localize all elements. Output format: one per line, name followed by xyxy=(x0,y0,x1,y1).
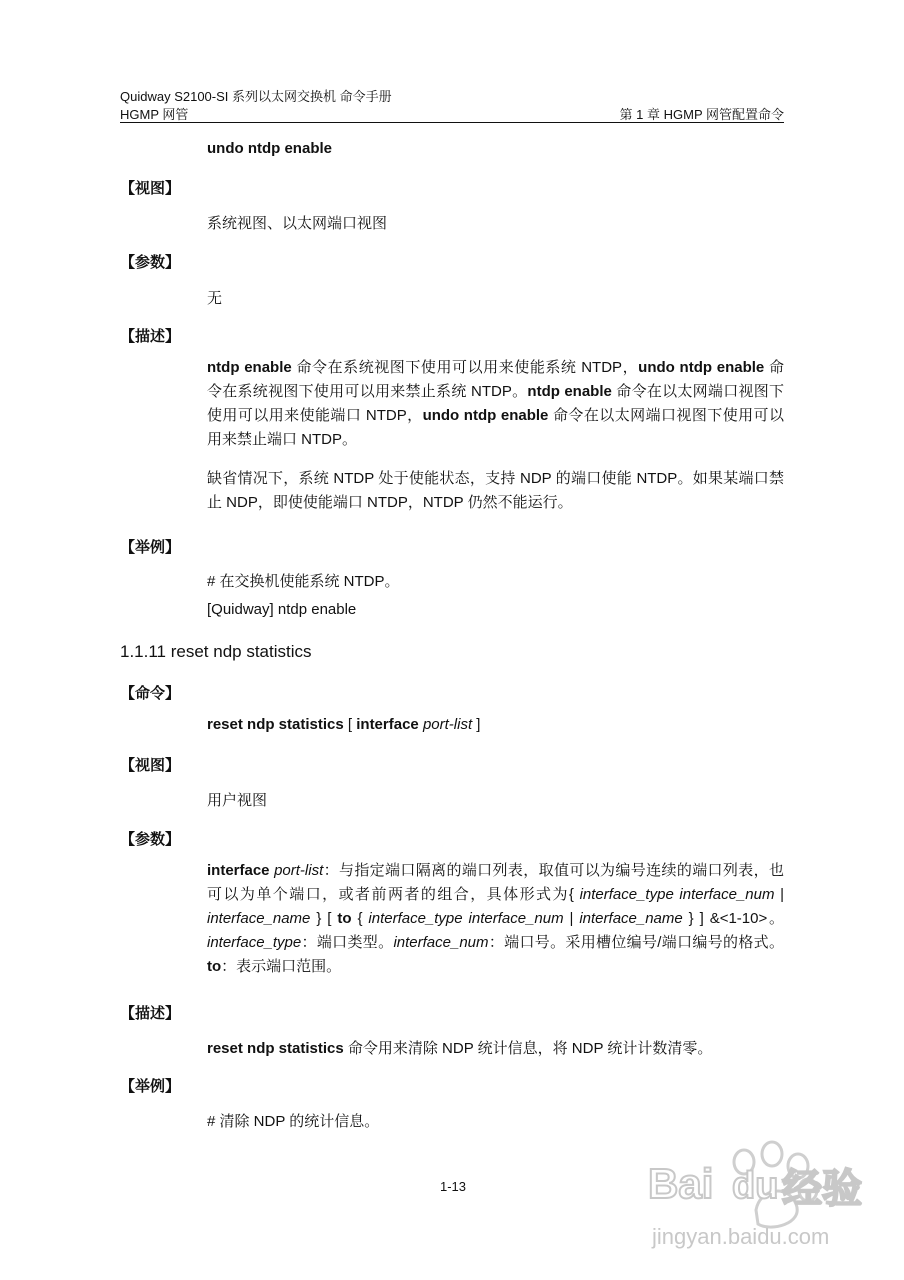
param-text: 无 xyxy=(207,290,223,307)
header-title: Quidway S2100-SI 系列以太网交换机 命令手册 xyxy=(120,89,392,104)
param-paragraph: interface port-list：与指定端口隔离的端口列表，取值可以为编号连续的端口列表，也可以为单个端口，或者前两者的组合，具体形式为{ interface_type interface_num | interface_name } [ to { interface_type interface_num | interface_name } ] &<1-10>。interface_type：端口类型。interface_num：端口号。采用槽位编号/端口编号的格式。to：表示端口范围。 xyxy=(207,862,784,975)
command-syntax-reset: reset ndp statistics [ interface port-list ] xyxy=(207,716,481,733)
paw-icon xyxy=(648,1140,884,1270)
example-tag-2: 【举例】 xyxy=(120,1078,181,1095)
view-tag: 【视图】 xyxy=(120,180,181,197)
param-tag-2: 【参数】 xyxy=(120,831,181,848)
desc-tag-2: 【描述】 xyxy=(120,1005,181,1022)
description-paragraph: ntdp enable 命令在系统视图下使用可以用来使能系统 NTDP，undo ntdp enable 命令在系统视图下使用可以用来禁止系统 NTDP。ntdp enable 命令在以太网端口视图下使用可以用来使能端口 NTDP，undo ntdp enable 命令在以太网端口视图下使用可以用来禁止端口 NTDP。 xyxy=(207,359,785,448)
baidu-jingyan-watermark xyxy=(648,1140,884,1270)
header-rule xyxy=(120,122,784,123)
description-reset: reset ndp statistics 命令用来清除 NDP 统计信息，将 NDP 统计计数清零。 xyxy=(207,1040,713,1057)
view-text: 系统视图、以太网端口视图 xyxy=(207,215,388,232)
command-syntax: undo ntdp enable xyxy=(207,140,332,157)
param-tag: 【参数】 xyxy=(120,254,181,271)
desc-tag: 【描述】 xyxy=(120,328,181,345)
svg-text:经验: 经验 xyxy=(782,1166,862,1212)
header-section: HGMP 网管 xyxy=(120,107,189,122)
example-comment: # 在交换机使能系统 NTDP。 xyxy=(207,573,400,590)
svg-text:jingyan.baidu.com: jingyan.baidu.com xyxy=(652,1224,830,1249)
svg-text:Bai: Bai xyxy=(648,1160,714,1207)
header-chapter: 第 1 章 HGMP 网管配置命令 xyxy=(619,107,784,122)
example-command: [Quidway] ntdp enable xyxy=(207,601,357,618)
example-comment-2: # 清除 NDP 的统计信息。 xyxy=(207,1113,380,1130)
default-paragraph: 缺省情况下，系统 NTDP 处于使能状态，支持 NDP 的端口使能 NTDP。如果某端口禁止 NDP，即使使能端口 NTDP，NTDP 仍然不能运行。 xyxy=(207,470,784,511)
example-tag: 【举例】 xyxy=(120,539,181,556)
command-tag: 【命令】 xyxy=(120,685,181,702)
page-number: 1-13 xyxy=(440,1179,467,1194)
view-text-2: 用户视图 xyxy=(207,792,268,809)
section-heading: 1.1.11 reset ndp statistics xyxy=(120,642,312,661)
view-tag-2: 【视图】 xyxy=(120,757,181,774)
svg-text:du: du xyxy=(732,1165,779,1207)
